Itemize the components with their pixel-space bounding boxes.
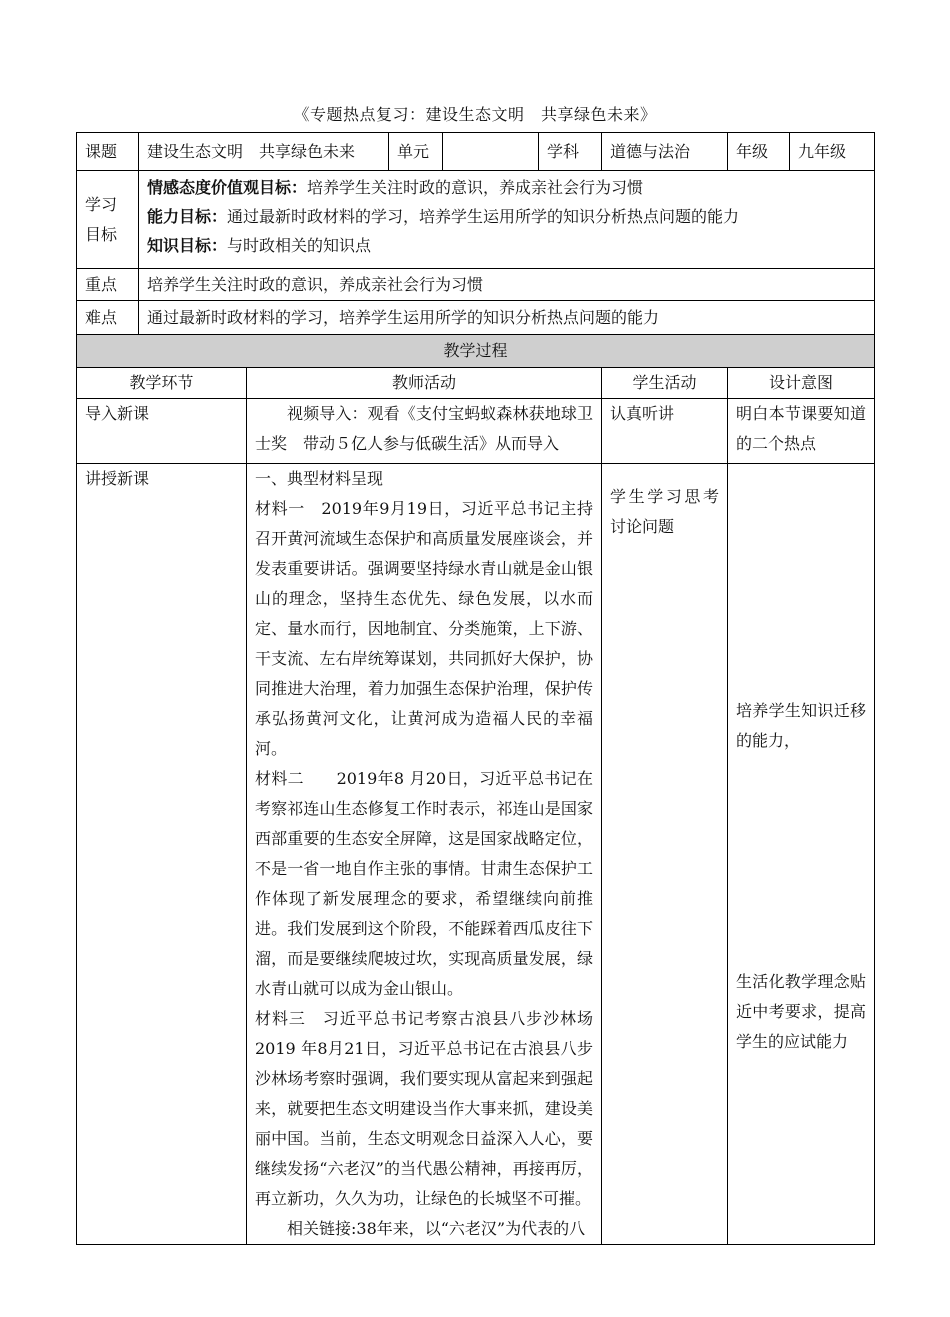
teach-student	[602, 464, 728, 1245]
unit-label: 单元	[389, 133, 443, 171]
subject-value: 道德与法治	[602, 133, 728, 171]
intro-teacher: 视频导入：观看《支付宝蚂蚁森林获地球卫士奖 带动５亿人参与低碳生活》从而导入	[247, 399, 602, 464]
intent-1: 培养学生知识迁移的能力，	[736, 701, 866, 750]
col-student: 学生活动	[602, 368, 728, 399]
material-1: 材料一 2019年9月19日，习近平总书记主持召开黄河流域生态保护和高质量发展座谈会，并发表重要讲话。强调要坚持绿水青山就是金山银山的理念，坚持生态优先、绿色发展，以水而定、量水而行，因地制宜、分类施策，上下游、干支流、左右岸统筹谋划，共同抓好大保护，协同推进大治理，着力加强生态保护治理，保护传承弘扬黄河文化，让黄河成为造福人民的幸福河。	[255, 499, 593, 758]
key-point-text: 培养学生关注时政的意识，养成亲社会行为习惯	[139, 269, 875, 301]
teach-intent	[728, 464, 875, 1245]
teach-stage: 讲授新课	[77, 464, 247, 1245]
goals-label: 学习 目标	[77, 171, 139, 269]
col-teacher: 教师活动	[247, 368, 602, 399]
topic-label: 课题	[77, 133, 139, 171]
col-intent: 设计意图	[728, 368, 875, 399]
intro-student: 认真听讲	[602, 399, 728, 464]
key-point-label: 重点	[77, 269, 139, 301]
teach-teacher	[247, 464, 602, 1245]
grade-value: 九年级	[790, 133, 875, 171]
difficulty-text: 通过最新时政材料的学习，培养学生运用所学的知识分析热点问题的能力	[139, 301, 875, 335]
material-2: 材料二 2019年8 月20日，习近平总书记在考察祁连山生态修复工作时表示，祁连山是国家西部重要的生态安全屏障，这是国家战略定位，不是一省一地自作主张的事情。甘肃生态保护工作体现了新发展理念的要求，希望继续向前推进。我们发展到这个阶段，不能踩着西瓜皮往下溜，而是要继续爬坡过坎，实现高质量发展，绿水青山就可以成为金山银山。	[255, 769, 593, 998]
goals-row	[77, 171, 875, 269]
related-link: 相关链接:38年来，以“六老汉”为代表的八	[287, 1219, 586, 1238]
section-heading: 一、典型材料呈现	[255, 469, 384, 488]
info-row	[77, 133, 875, 171]
intro-row	[77, 399, 875, 464]
lesson-plan-table	[76, 132, 875, 1245]
topic-value: 建设生态文明 共享绿色未来	[139, 133, 389, 171]
intro-intent: 明白本节课要知道的二个热点	[728, 399, 875, 464]
teach-row	[77, 464, 875, 1245]
knowledge-goal-label: 知识目标：	[147, 236, 228, 255]
grade-label: 年级	[728, 133, 790, 171]
unit-value	[443, 133, 539, 171]
goals-content	[139, 171, 875, 269]
difficulty-row	[77, 301, 875, 335]
process-header-row	[77, 335, 875, 368]
emotion-goal-text: 培养学生关注时政的意识，养成亲社会行为习惯	[307, 178, 644, 197]
key-point-row	[77, 269, 875, 301]
subject-label: 学科	[539, 133, 602, 171]
ability-goal-label: 能力目标：	[147, 207, 228, 226]
document-title: 《专题热点复习：建设生态文明 共享绿色未来》	[293, 105, 657, 124]
col-stage: 教学环节	[77, 368, 247, 399]
material-3: 材料三 习近平总书记考察古浪县八步沙林场 2019 年8月21日，习近平总书记在古浪县八步沙林场考察时强调，我们要实现从富起来到强起来，就要把生态文明建设当作大事来抓，建设美丽中国。当前，生态文明观念日益深入人心，要继续发扬“六老汉”的当代愚公精神，再接再厉，再立新功，久久为功，让绿色的长城坚不可摧。	[255, 1009, 593, 1208]
process-header: 教学过程	[77, 335, 875, 368]
intro-stage: 导入新课	[77, 399, 247, 464]
intent-2: 生活化教学理念贴近中考要求，提高学生的应试能力	[736, 972, 866, 1051]
emotion-goal-label: 情感态度价值观目标：	[147, 178, 308, 197]
difficulty-label: 难点	[77, 301, 139, 335]
ability-goal-text: 通过最新时政材料的学习，培养学生运用所学的知识分析热点问题的能力	[227, 207, 740, 226]
teach-student-text: 学生学习思考讨论问题	[610, 487, 719, 536]
column-header-row	[77, 368, 875, 399]
knowledge-goal-text: 与时政相关的知识点	[227, 236, 372, 255]
